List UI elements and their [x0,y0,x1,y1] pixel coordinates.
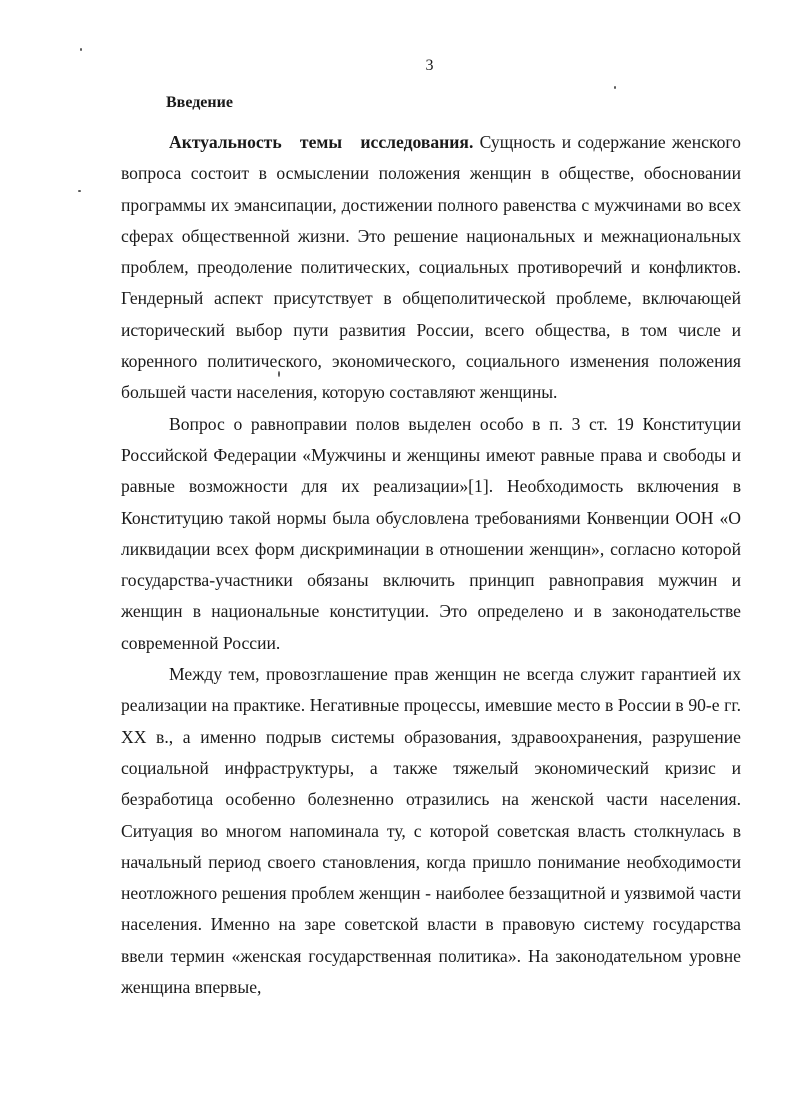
paragraph-lead: Актуальность темы исследования. [169,132,474,152]
scan-speck [80,48,82,51]
scan-speck [614,86,616,89]
paragraph: Между тем, провозглашение прав женщин не всегда служит гарантией их реализации на практике. Негативные процессы, имевшие место в России в 90-е гг. XX в., а именно подрыв системы образования, здравоохранения, разрушение социальной инфраструктуры, а также тяжелый экономический кризис и безработица особенно болезненно отразились на женской части населения. Ситуация во многом напоминала ту, с которой советская власть столкнулась в начальный период своего становления, когда пришло понимание необходимости неотложного решения проблем женщин - наиболее беззащитной и уязвимой части населения. Именно на заре советской власти в правовую систему государства ввели термин «женская государственная политика». На законодательном уровне женщина впервые, [121,664,741,998]
page-number: 3 [425,57,434,74]
section-heading: Введение [166,94,233,111]
paragraph-text: Сущность и содержание женского вопроса состоит в осмыслении положения женщин в обществе, обосновании программы их эмансипации, достижении полного равенства с мужчинами во всех сферах общественной жизни. Это решение национальных и межнациональных проблем, преодоление политических, социальных противоречий и конфликтов. Гендерный аспект присутствует в общеполитической проблеме, включающей исторический выбор пути развития России, всего общества, в том числе и коренного политического, экономического, социального изменения положения большей части населения, которую составляют женщины. [121,132,741,403]
body-text [121,127,741,1003]
scan-speck [78,190,81,192]
paragraph: Вопрос о равноправии полов выделен особо в п. 3 ст. 19 Конституции Российской Федерации «Мужчины и женщины имеют равные права и свободы и равные возможности для их реализации»[1]. Необходимость включения в Конституцию такой нормы была обусловлена требованиями Конвенции ООН «О ликвидации всех форм дискриминации в отношении женщин», согласно которой государства-участники обязаны включить принцип равноправия мужчин и женщин в национальные конституции. Это определено и в законодательстве современной России. [121,413,741,653]
paragraph [121,127,741,409]
